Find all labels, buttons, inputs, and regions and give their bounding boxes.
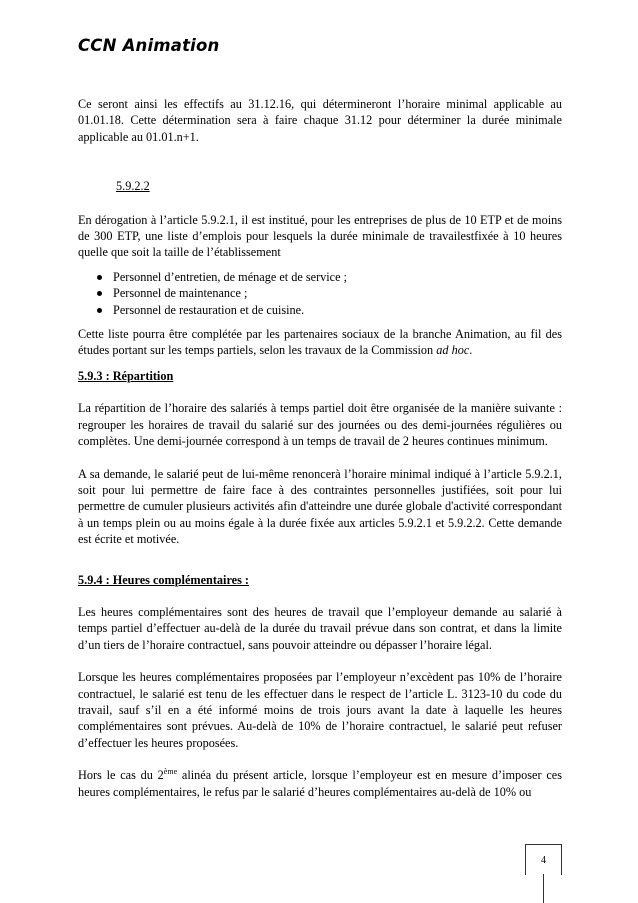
- document-header-title: CCN Animation: [78, 36, 220, 55]
- page-number: 4: [525, 844, 562, 875]
- paragraph-liste: Cette liste pourra être complétée par les partenaires sociaux de la branche Animation, au fil des études portant sur les temps partiels, selon les travaux de la Commission ad hoc.: [78, 327, 562, 358]
- paragraph-heures-complementaires: Les heures complémentaires sont des heures de travail que l’employeur demande au salarié à temps partiel d’effectuer au-delà de la durée du travail prévue dans son contrat, et dans la limite d’un tiers de l’horaire contractuel, sans pouvoir atteindre ou dépasser l’horaire légal.: [78, 604, 562, 652]
- paragraph-derogation: En dérogation à l’article 5.9.2.1, il est institué, pour les entreprises de plus de 10 ETP et de moins de 300 ETP, une liste d’emplois pour lesquels la durée minimale de travailestfixée à 10 heures quelle que soit la taille de l’établissement: [78, 212, 562, 260]
- list-item: Personnel de maintenance ;: [78, 285, 562, 301]
- paragraph-hors-le-cas: Hors le cas du 2ème alinéa du présent article, lorsque l’employeur est en mesure d’imposer ces heures complémentaires, le refus par le salarié d’heures complémentaires au-delà de 10% ou: [78, 767, 562, 799]
- paragraph-effectifs: Ce seront ainsi les effectifs au 31.12.16, qui détermineront l’horaire minimal applicable au 01.01.18. Cette détermination sera à faire chaque 31.12 pour déterminer la durée minimale applicable au 01.01.n+1.: [78, 97, 562, 144]
- section-heading-593: 5.9.3 : Répartition: [78, 368, 174, 383]
- document-body: [78, 96, 562, 800]
- list-item: Personnel de restauration et de cuisine.: [78, 302, 562, 318]
- paragraph-dix-pourcent: Lorsque les heures complémentaires proposées par l’employeur n’excèdent pas 10% de l’horaire contractuel, le salarié est tenu de les effectuer dans le respect de l’article L. 3123-10 du code du travail, sauf s’il en a été informé moins de trois jours avant la date à laquelle les heures complémentaires sont prévues. Au-delà de 10% de l’horaire contractuel, le salarié peut refuser d’effectuer les heures proposées.: [78, 670, 562, 750]
- section-heading-594: 5.9.4 : Heures complémentaires :: [78, 572, 250, 587]
- paragraph-demande: A sa demande, le salarié peut de lui-même renoncerà l’horaire minimal indiqué à l’article 5.9.2.1, soit pour lui permettre de faire face à des contraintes personnelles justifiées, soit pour lui permettre de cumuler plusieurs activités afin d'atteindre une durée globale d'activité correspondant à un temps plein ou au moins égale à la durée fixée aux articles 5.9.2.1 et 5.9.2.2. Cette demande est écrite et motivée.: [78, 466, 562, 547]
- footer-divider: [543, 874, 544, 903]
- section-number-5922: 5.9.2.2: [116, 179, 150, 194]
- list-item: Personnel d’entretien, de ménage et de service ;: [78, 269, 562, 285]
- bullet-list: [78, 269, 562, 318]
- paragraph-repartition: La répartition de l’horaire des salariés à temps partiel doit être organisée de la manière suivante : regrouper les horaires de travail du salarié sur des journées ou des demi-journées régulières ou complètes. Une demi-journée correspond à un temps de travail de 2 heures continues minimum.: [78, 401, 562, 449]
